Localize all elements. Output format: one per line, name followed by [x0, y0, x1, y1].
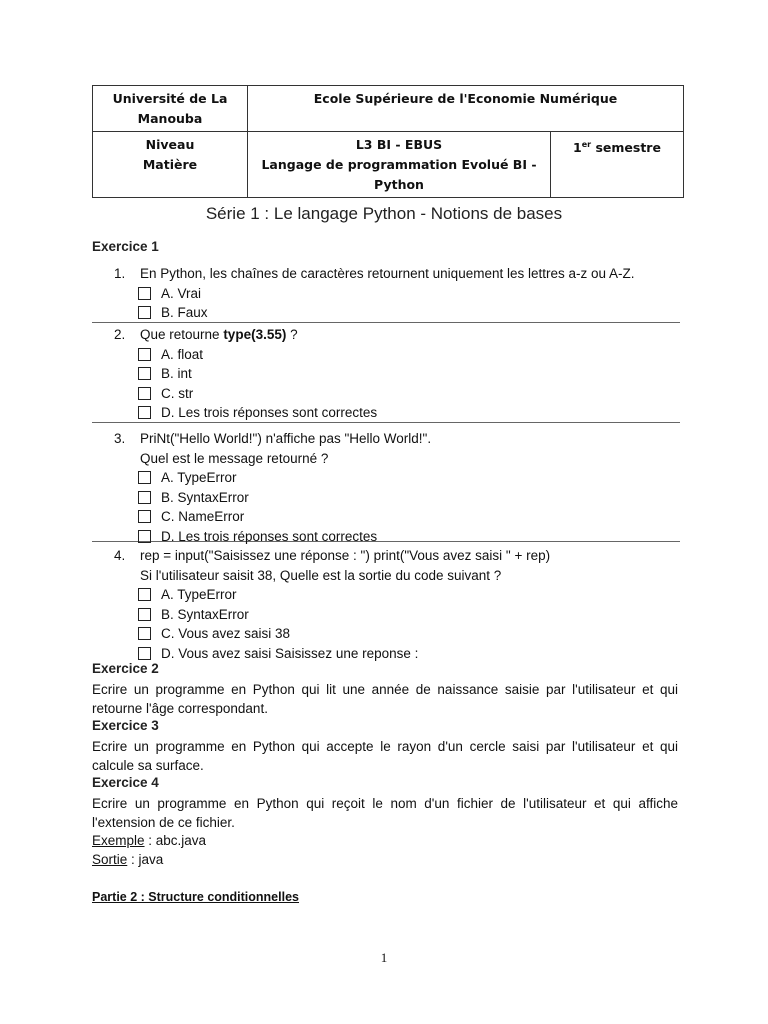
question-3-text2: Quel est le message retourné ?: [140, 450, 329, 466]
question-2-number: 2.: [114, 327, 126, 342]
option-2b[interactable]: [92, 364, 680, 384]
question-3-number: 3.: [114, 431, 126, 446]
question-1: [92, 264, 680, 323]
checkbox-icon[interactable]: [138, 588, 151, 601]
partie2-heading: Partie 2 : Structure conditionnelles: [92, 890, 299, 904]
question-4-text: rep = input("Saisissez une réponse : ") print("Vous avez saisi " + rep): [140, 548, 551, 563]
question-2-code: type(3.55): [223, 327, 287, 342]
checkbox-icon[interactable]: [138, 406, 151, 419]
question-2: [92, 325, 680, 423]
checkbox-icon[interactable]: [138, 627, 151, 640]
page-number: 1: [380, 950, 388, 965]
university-name: Université de La Manouba: [112, 91, 228, 126]
option-3d-label: D. Les trois réponses sont correctes: [161, 528, 378, 544]
option-4d-label: D. Vous avez saisi Saisissez une reponse :: [161, 645, 419, 661]
checkbox-icon[interactable]: [138, 348, 151, 361]
labels-cell: [93, 132, 248, 198]
university-cell: [93, 86, 248, 132]
exercice2-text: Ecrire un programme en Python qui lit une année de naissance saisie par l'utilisateur et qui retourne l'âge correspondant.: [92, 682, 678, 716]
option-4c[interactable]: [92, 624, 680, 644]
question-4-number: 4.: [114, 548, 126, 563]
question-3: [92, 429, 680, 542]
option-2d[interactable]: [92, 403, 680, 423]
exercice3-heading: Exercice 3: [92, 718, 159, 733]
niveau-label: Niveau: [145, 137, 195, 152]
question-4: [92, 546, 680, 663]
exercice4-output: [92, 850, 678, 869]
option-4b[interactable]: [92, 605, 680, 625]
example-value: : abc.java: [144, 833, 207, 848]
option-3b-label: B. SyntaxError: [161, 489, 249, 505]
option-3a-label: A. TypeError: [161, 470, 237, 485]
question-3-text: PriNt("Hello World!") n'affiche pas "Hello World!".: [140, 431, 432, 446]
checkbox-icon[interactable]: [138, 387, 151, 400]
checkbox-icon[interactable]: [138, 287, 151, 300]
option-2c[interactable]: [92, 384, 680, 404]
matiere-value: Langage de programmation Evolué BI - Python: [261, 157, 537, 192]
header-table: [92, 85, 684, 198]
semester-number: 1: [573, 140, 582, 156]
option-3d[interactable]: [92, 527, 680, 547]
exercice1-heading: Exercice 1: [92, 239, 159, 254]
checkbox-icon[interactable]: [138, 647, 151, 660]
exercice3-text: Ecrire un programme en Python qui accepte le rayon d'un cercle saisi par l'utilisateur et qui calcule sa surface.: [92, 739, 678, 773]
page-title: Série 1 : Le langage Python - Notions de bases: [205, 204, 563, 223]
question-1-number: 1.: [114, 266, 126, 281]
output-label: Sortie: [92, 852, 128, 867]
option-4c-label: C. Vous avez saisi 38: [161, 626, 291, 641]
option-3b[interactable]: [92, 488, 680, 508]
question-2-text-after: ?: [286, 327, 298, 342]
example-label: Exemple: [92, 833, 145, 848]
school-cell: [248, 86, 684, 132]
checkbox-icon[interactable]: [138, 530, 151, 543]
semester-word: semestre: [595, 140, 661, 156]
question-2-text-before: Que retourne: [140, 327, 224, 342]
option-2b-label: B. int: [161, 366, 192, 381]
option-2d-label: D. Les trois réponses sont correctes: [161, 405, 378, 420]
values-cell: [248, 132, 551, 198]
option-2a[interactable]: [92, 345, 680, 365]
option-1b-label: B. Faux: [161, 305, 208, 320]
option-4d[interactable]: [92, 644, 680, 664]
question-1-text: En Python, les chaînes de caractères retournent uniquement les lettres a-z ou A-Z.: [140, 266, 635, 281]
exercice2-heading: Exercice 2: [92, 661, 159, 676]
checkbox-icon[interactable]: [138, 367, 151, 380]
option-3a[interactable]: [92, 468, 680, 488]
exercice4-example: [92, 831, 678, 850]
option-1a[interactable]: [92, 284, 680, 304]
option-1a-label: A. Vrai: [161, 285, 202, 301]
semester-sup: er: [581, 140, 592, 149]
checkbox-icon[interactable]: [138, 471, 151, 484]
option-4b-label: B. SyntaxError: [161, 606, 249, 622]
checkbox-icon[interactable]: [138, 306, 151, 319]
option-4a[interactable]: [92, 585, 680, 605]
option-1b[interactable]: [92, 303, 680, 323]
checkbox-icon[interactable]: [138, 510, 151, 523]
question-4-text2: Si l'utilisateur saisit 38, Quelle est la sortie du code suivant ?: [140, 567, 502, 583]
school-name: Ecole Supérieure de l'Economie Numérique: [313, 91, 618, 106]
output-value: : java: [127, 852, 164, 867]
niveau-value: L3 BI - EBUS: [355, 137, 443, 152]
option-2c-label: C. str: [161, 385, 194, 401]
exercice4-text: Ecrire un programme en Python qui reçoit le nom d'un fichier de l'utilisateur et qui affiche l'extension de ce fichier.: [92, 796, 678, 830]
checkbox-icon[interactable]: [138, 491, 151, 504]
checkbox-icon[interactable]: [138, 608, 151, 621]
option-2a-label: A. float: [161, 346, 204, 362]
option-4a-label: A. TypeError: [161, 587, 237, 602]
option-3c[interactable]: [92, 507, 680, 527]
option-3c-label: C. NameError: [161, 509, 245, 524]
exercice4-heading: Exercice 4: [92, 775, 159, 790]
matiere-label: Matière: [142, 157, 198, 172]
semester-cell: [551, 132, 684, 198]
